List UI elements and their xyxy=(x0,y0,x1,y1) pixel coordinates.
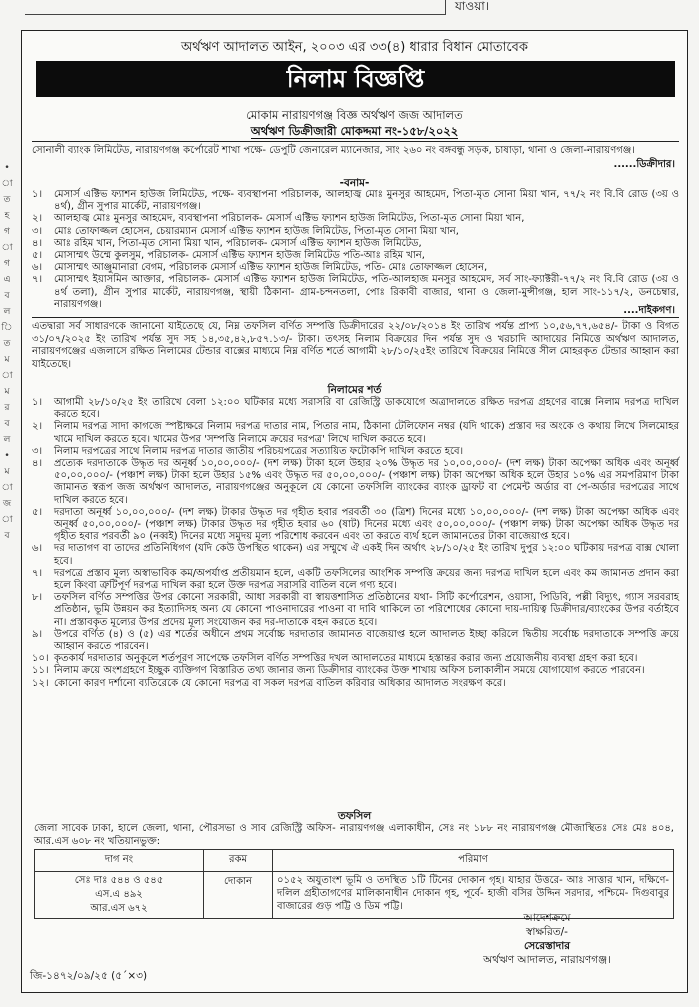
clipping-border-horizontal xyxy=(25,14,446,15)
divider xyxy=(32,317,679,318)
dag-line: সেঃ দাঃ ৫৪৪ ও ৫৪৫ xyxy=(74,875,164,886)
list-item xyxy=(32,250,679,262)
strip-glyph: া xyxy=(1,515,13,525)
strip-glyph: ম xyxy=(4,387,10,397)
list-item-number: ৬। xyxy=(32,262,43,274)
list-item xyxy=(32,262,679,274)
strip-glyph: ব xyxy=(4,419,10,429)
list-item xyxy=(32,653,679,665)
list-item xyxy=(32,568,679,592)
plaintiff-text: সোনালী ব্যাংক লিমিটেড, নারায়ণগঞ্জ কর্পোরেট শাখা পক্ষে- ডেপুটি জেনারেল ম্যানেজার, সাং ২৬০ নং বঙ্গবন্ধু সড়ক, চাষাড়া, থানা ও জেলা-নারায়ণগঞ্জ। xyxy=(32,145,635,156)
list-item-text: মোসাম্মৎ উম্মে কুলসুম, পরিচালক- মেসার্স এক্টিভ ফ্যাশন হাউজ লিমিটেড পতি-আঃ রহিম খান, xyxy=(54,250,425,262)
strip-glyph: ব xyxy=(4,531,10,541)
strip-glyph: • xyxy=(4,163,10,173)
list-item xyxy=(32,421,679,445)
schedule-heading: তফসিল xyxy=(337,810,372,822)
signature-office: অর্থঋণ আদালত, নারায়ণগঞ্জ। xyxy=(483,954,611,966)
list-item-text: তফসিল বর্ণিত সম্পত্তির উপর কোনো সরকারী, আধা সরকারী বা স্বায়ত্তশাসিত প্রতিষ্ঠানের যথা- সিটি কর্পোরেশন, ওয়াসা, পিডিবি, পল্লী বিদ্যুৎ, গ্যাস সরবরাহ প্রতিষ্ঠান, ভূমি উন্নয়ন কর ইত্যাদিসহ অন্য যে কোনো পাওনাদারের পাওনা বা দাবি থাকিলে তা পরিশোধের কোনো দায়-দায়িত্ব ডিক্রীদার/ব্যাংকের উপর বর্তাইবে না। প্রস্তাবকৃত মূল্যের উপর প্রদেয় মূল্য সংযোজন কর দর-দাতাকে বহন করতে হবে। xyxy=(54,592,679,628)
list-item-number: ৮। xyxy=(32,592,43,604)
list-item-text: কৃতকার্য দরদাতার অনুকূলে শর্তপূরণ সাপেক্ষে তফসিল বর্ণিত সম্পত্তির দখল আদালতের মাধ্যমে হস্তান্তর করার জন্য প্রয়োজনীয় ব্যবস্থা গ্রহণ করা হবে। xyxy=(54,653,638,665)
column-header-type: রকম xyxy=(204,850,273,872)
list-item xyxy=(32,678,679,690)
list-item-text: প্রত্যেক দরদাতাকে উদ্ধৃত দর অনূর্ধ্ব ১০,০০,০০০/- (দশ লক্ষ) টাকা হলে উহার ২০% উদ্ধৃত দর ১০,০০,০০০/- (দশ লক্ষ) টাকা অপেক্ষা অধিক এবং অনূর্ধ্ব ৫০,০০,০০০/- (পঞ্চাশ লক্ষ) টাকা হলে উহার ১৫% এবং উদ্ধৃত দর ৫০,০০,০০০/- (পঞ্চাশ লক্ষ) টাকা অপেক্ষা অধিক হলে উহার ১০% এর সমপরিমাণ টাকা জামানত স্বরূপ জজ অর্থঋণ আদালত, নারায়ণগঞ্জের অনুকূলে যে কোনো তফসিলি ব্যাংকের ব্যাংক ড্রাফট বা পেমেন্ট অর্ডার বা পে-অর্ডার দরপত্রের সাথে দাখিল করতে হবে। xyxy=(54,458,679,506)
list-item-text: উপরে বর্ণিত (৪) ও (৫) এর শর্তের অধীনে প্রথম সর্বোচ্চ দরদাতার জামানত বাজেয়াপ্ত হলে আদালত ইচ্ছা করিলে দ্বিতীয় সর্বোচ্চ দরদাতাকে সম্পত্তি ক্রয়ে আহ্বান করতে পারবেন। xyxy=(54,628,679,653)
versus-heading: -বনাম- xyxy=(339,177,370,189)
list-item-number: ৭। xyxy=(32,567,43,579)
list-item-text: মোসাম্মৎ ইয়াসমিন আক্তার, পরিচালক- মেসার্স এক্টিভ ফ্যাশন হাউজ লিমিটেড, পতি-আলহাজ মনসুর আহমেদ, সর্ব সাং-ফ্যাক্টরী-৭৭/২ নং বি.বি রোড (৩য় ও ৪র্থ তলা), গ্রীন সুপার মার্কেট, নারায়ণগঞ্জ, স্থায়ী ঠিকানা- গ্রাম-চন্দনতলা, পোঃ রিকাবী বাজার, থানা ও জেলা-মুন্সীগঞ্জ, হাল সাং-১১৭/২, ডনচেম্বার, নারায়ণগঞ্জ। xyxy=(54,274,679,310)
signature-order: আদেশক্রমে xyxy=(523,912,571,924)
list-item-number: ৬। xyxy=(32,543,43,555)
list-item-text: দর দাতাগণ বা তাদের প্রতিনিধিগণ (যদি কেউ উপস্থিত থাকেন) এর সম্মুখে ঐ একই দিন অর্থাৎ ২৮/১০/২৫ ইং তারিখ দুপুর ১২:০০ ঘটিকায় দরপত্র বাক্স খোলা হবে। xyxy=(54,543,679,567)
list-item-text: আঃ রহিম খান, পিতা-মৃত সোনা মিয়া খান, পরিচালক- মেসার্স এক্টিভ ফ্যাশন হাউজ লিমিটেড, xyxy=(54,237,422,249)
strip-glyph: ম xyxy=(4,355,10,365)
type-cell: দোকান xyxy=(204,872,273,919)
list-item-text: দরপত্রে প্রস্তাব মূল্য অস্বাভাবিক কম/অপর্যাপ্ত প্রতীয়মান হলে, একটি তফসিলের আংশিক সম্পত্তি ক্রয়ের জন্য দরপত্র দাখিল হলে এবং কম জামানত প্রদান করা হলে কিংবা ত্রুটিপূর্ণ দরপত্র দাখিল করা হলে উক্ত দরপত্র সরাসরি বাতিল বলে গণ্য হবে। xyxy=(54,567,679,592)
list-item xyxy=(32,543,679,567)
strip-glyph: া xyxy=(1,371,13,381)
list-item-text: মোঃ তোফাজ্জল হোসেন, চেয়ারম্যান মেসার্স এক্টিভ ফ্যাশন হাউজ লিমিটেড, পিতা-মৃত সোনা মিয়া খান, xyxy=(54,225,459,237)
signature-signed: স্বাক্ষরিত/- xyxy=(526,926,568,938)
strip-glyph: ম xyxy=(4,467,10,477)
schedule-intro: জেলা সাবেক ঢাকা, হালে জেলা, থানা, পৌরসভা ও সাব রেজিস্ট্রি অফিস- নারায়ণগঞ্জ এলাকাধীন, সেঃ নং ১৮৮ নং নারায়ণগঞ্জ মৌজাস্থিতঃ সেঃ মেঃ ৪০৪, আর.এস ৬০৮ নং খতিয়ানভুক্ত: xyxy=(34,823,674,847)
list-item xyxy=(32,507,679,544)
intro-paragraph: এতদ্বারা সর্ব সাধারণকে জানানো যাইতেছে যে, নিম্ন তফসিল বর্ণিত সম্পত্তি ডিক্রীদারের ২২/০৮/২০১৪ ইং তারিখ পর্যন্ত প্রাপ্য ১০,৫৬,৭৭,৬৫৪/- টাকা ও বিগত ৩১/০৭/২০২৫ ইং তারিখ পর্যন্ত সুদ সহ ১৪,৩৫,৪২,৮৫৭.১৩/- টাকা। তৎসহ নিলাম বিক্রয়ের দিন পর্যন্ত সুদ ও খরচাদি আদায়ের নিমিত্তে অর্থঋণ আদালত, নারায়ণগঞ্জের এজলাসে রক্ষিত নিলামের টেন্ডার বাক্সের মাধ্যমে নিম্ন বর্ণিত শর্তে আগামী ২৮/১০/২৫ইং তারিখে বিক্রয়ের নিমিত্তে সীল মোহরকৃত টেন্ডার আহ্বান করা যাইতেছে। xyxy=(32,321,679,370)
list-item-number: ৫। xyxy=(32,506,43,518)
strip-glyph: ত xyxy=(3,195,11,205)
list-item-number: ৪। xyxy=(32,237,43,249)
auction-notice xyxy=(21,30,688,993)
list-item-number: ২। xyxy=(32,213,43,225)
left-adjacent-column xyxy=(0,160,14,960)
strip-glyph: গ xyxy=(4,259,10,269)
notice-code: জি-১৪৭২/০৯/২৫ (৫´×৩) xyxy=(30,970,148,982)
strip-glyph: • xyxy=(4,451,10,461)
list-item-number: ১২। xyxy=(32,677,49,689)
case-number: অর্থঋণ ডিক্রীজারী মোকদ্দমা নং-১৫৮/২০২২ xyxy=(250,124,459,138)
strip-glyph: ত xyxy=(3,339,11,349)
list-item-text: মেসার্স এক্টিভ ফ্যাশন হাউজ লিমিটেড, পক্ষে- ব্যবস্থাপনা পরিচালক, আলহাজ্ব মোঃ মুনসুর আহমেদ, পিতা-মৃত সোনা মিয়া খান, ৭৭/২ নং বি.বি রোড (৩য় ও ৪র্থ), গ্রীন সুপার মার্কেট, নারায়ণগঞ্জ। xyxy=(54,189,679,213)
defendants-list xyxy=(32,189,679,311)
strip-glyph: ল xyxy=(3,307,11,317)
list-item-number: ১। xyxy=(32,397,43,408)
strip-glyph: ল xyxy=(3,435,11,445)
list-item-number: ৭। xyxy=(32,274,43,286)
list-item-number: ১। xyxy=(32,189,43,200)
strip-glyph: ব xyxy=(4,291,10,301)
strip-glyph: ি xyxy=(1,323,13,333)
list-item-number: ২। xyxy=(32,421,43,433)
strip-glyph: গ xyxy=(4,227,10,237)
strip-glyph: র xyxy=(4,403,10,413)
strip-glyph: হ xyxy=(4,211,10,221)
list-item xyxy=(32,629,679,653)
list-item xyxy=(32,238,679,250)
list-item-number: ৪। xyxy=(32,458,43,470)
list-item-text: নিলাম দরপত্র সাদা কাগজে স্পষ্টাক্ষরে নিলাম দরপত্র দাতার নাম, পিতার নাম, ঠিকানা টেলিফোন নম্বর (যদি থাকে) প্রস্তাব দর অংকে ও কথায় লিখে সিলমোহর খামে দাখিল করতে হবে। খামের উপর 'সম্পত্তি নিলামে ক্রয়ের দরপত্র' লিখে দাখিল করতে হবে। xyxy=(54,421,679,445)
plaintiff-tag: ......ডিক্রীদার। xyxy=(613,159,675,170)
signature-designation: সেরেস্তাদার xyxy=(523,940,571,952)
list-item xyxy=(32,213,679,225)
dag-line: আর.এস ৬৭২ xyxy=(90,903,148,914)
list-item xyxy=(32,274,679,311)
court-name: মোকাম নারায়ণগঞ্জ বিজ্ঞ অর্থঋণ জজ আদালত xyxy=(246,108,463,122)
conditions-list xyxy=(32,397,679,690)
list-item-text: মোসাম্মৎ আঞ্জুমানারা বেগম, পরিচালক মেসার্স এক্টিভ ফ্যাশন হাউজ লিমিটেড, পতি- মোঃ তোফাজ্জল হোসেন, xyxy=(54,262,488,274)
dag-cell xyxy=(35,872,204,919)
divider xyxy=(32,141,679,142)
list-item-number: ১০। xyxy=(32,653,49,665)
table-header-row xyxy=(35,850,674,872)
list-item-text: আগামী ২৮/১০/২৫ ইং তারিখে বেলা ১২:০০ ঘটিকার মধ্যে সরাসরি বা রেজিস্ট্রি ডাকযোগে অত্রাদালতে রক্ষিত দরপত্র গ্রহণের বাক্সে নিলাম দরপত্র দাখিল করতে হবে। xyxy=(54,397,679,421)
list-item xyxy=(32,397,679,421)
column-header-dag: দাগ নং xyxy=(35,850,204,872)
schedule-table xyxy=(34,849,674,919)
amount-cell: ০১৫২ অযুতাংশ ভূমি ও তদস্থিত ১টি টিনের দোকান গৃহ। যাহার উত্তরে- আঃ সাত্তার খান, দক্ষিণে- দলিল গ্রহীতাগণের মালিকানাধীন দোকান গৃহ, পূর্বে- হাজী বসির উদ্দিন সরদার, পশ্চিমে- দিগুবাবুর বাজারের গুড় পট্টি ও ডিম পট্টি। xyxy=(273,872,674,919)
list-item xyxy=(32,592,679,629)
list-item-number: ৩। xyxy=(32,445,43,457)
list-item-number: ১১। xyxy=(32,665,49,677)
list-item xyxy=(32,458,679,507)
list-item xyxy=(32,665,679,677)
list-item xyxy=(32,189,679,213)
list-item-number: ৯। xyxy=(32,628,43,640)
column-header-amount: পরিমাণ xyxy=(273,850,674,872)
list-item-number: ৩। xyxy=(32,225,43,237)
list-item xyxy=(32,446,679,458)
list-item-text: আলহাজ্ব মোঃ মুনসুর আহমেদ, ব্যবস্থাপনা পরিচালক- মেসার্স এক্টিভ ফ্যাশন হাউজ লিমিটেড, পিতা-মৃত সোনা মিয়া খান, xyxy=(54,213,525,225)
strip-glyph: এ xyxy=(3,275,11,285)
clipping-border-vertical xyxy=(445,0,446,14)
list-item-number: ৫। xyxy=(32,250,43,262)
list-item-text: নিলাম দরপত্রের সাথে নিলাম দরপত্র দাতার জাতীয় পরিচয়পত্রের সত্যায়িত ফটোকপি দাখিল করতে হবে। xyxy=(54,445,464,457)
strip-glyph: জ xyxy=(2,499,12,509)
law-reference: অর্থঋণ আদালত আইন, ২০০৩ এর ৩৩(৪) ধারার বিধান মোতাবেক xyxy=(181,40,528,55)
notice-title: নিলাম বিজ্ঞপ্তি xyxy=(36,61,675,97)
conditions-heading: নিলামের শর্ত xyxy=(327,384,382,396)
defendants-tag: ....দাইকগণ। xyxy=(623,305,675,316)
strip-glyph: া xyxy=(1,243,13,253)
strip-glyph: া xyxy=(1,483,13,493)
strip-glyph: া xyxy=(1,179,13,189)
list-item-text: নিলাম ক্রয়ে অংশগ্রহণে ইচ্ছুক ব্যক্তিগণ বিস্তারিত তথ্য জানার জন্য ডিক্রীদার ব্যাংকের উক্ত শাখায় অফিস চলাকালীন সময়ে যোগাযোগ করতে পারবেন। xyxy=(54,665,645,677)
list-item xyxy=(32,226,679,238)
signature-block xyxy=(437,911,657,967)
list-item-text: দরদাতা অনূর্ধ্ব ১০,০০,০০০/- (দশ লক্ষ) টাকার উদ্ধৃত দর গৃহীত হবার পরবর্তী ৩০ (ত্রিশ) দিনের মধ্যে ১০,০০,০০০/- (দশ লক্ষ) টাকা অপেক্ষা অধিক এবং অনূর্ধ্ব ৫০,০০,০০০/- (পঞ্চাশ লক্ষ) টাকার উদ্ধৃত দর গৃহীত হবার ৬০ (ষাট) দিনের মধ্যে এবং ৫০,০০,০০০/- (পঞ্চাশ লক্ষ) টাকা অপেক্ষা অধিক উদ্ধৃত দর গৃহীত হবার পরবর্তী ৯০ (নব্বই) দিনের মধ্যে সমুদয় মূল্য পরিশোধ করবেন এবং তা করতে ব্যর্থ হলে জামানতের টাকা বাজেয়াপ্ত হবে। xyxy=(54,506,679,543)
clipping-word: যাওয়া। xyxy=(455,0,490,13)
list-item-text: কোনো কারণ দর্শানো ব্যতিরেকে যে কোনো দরপত্র বা সকল দরপত্র বাতিল করিবার অধিকার আদালত সংরক্ষণ করে। xyxy=(54,677,506,689)
dag-line: এস.এ ৪৯২ xyxy=(95,889,143,900)
top-clipping-edge xyxy=(0,0,699,30)
